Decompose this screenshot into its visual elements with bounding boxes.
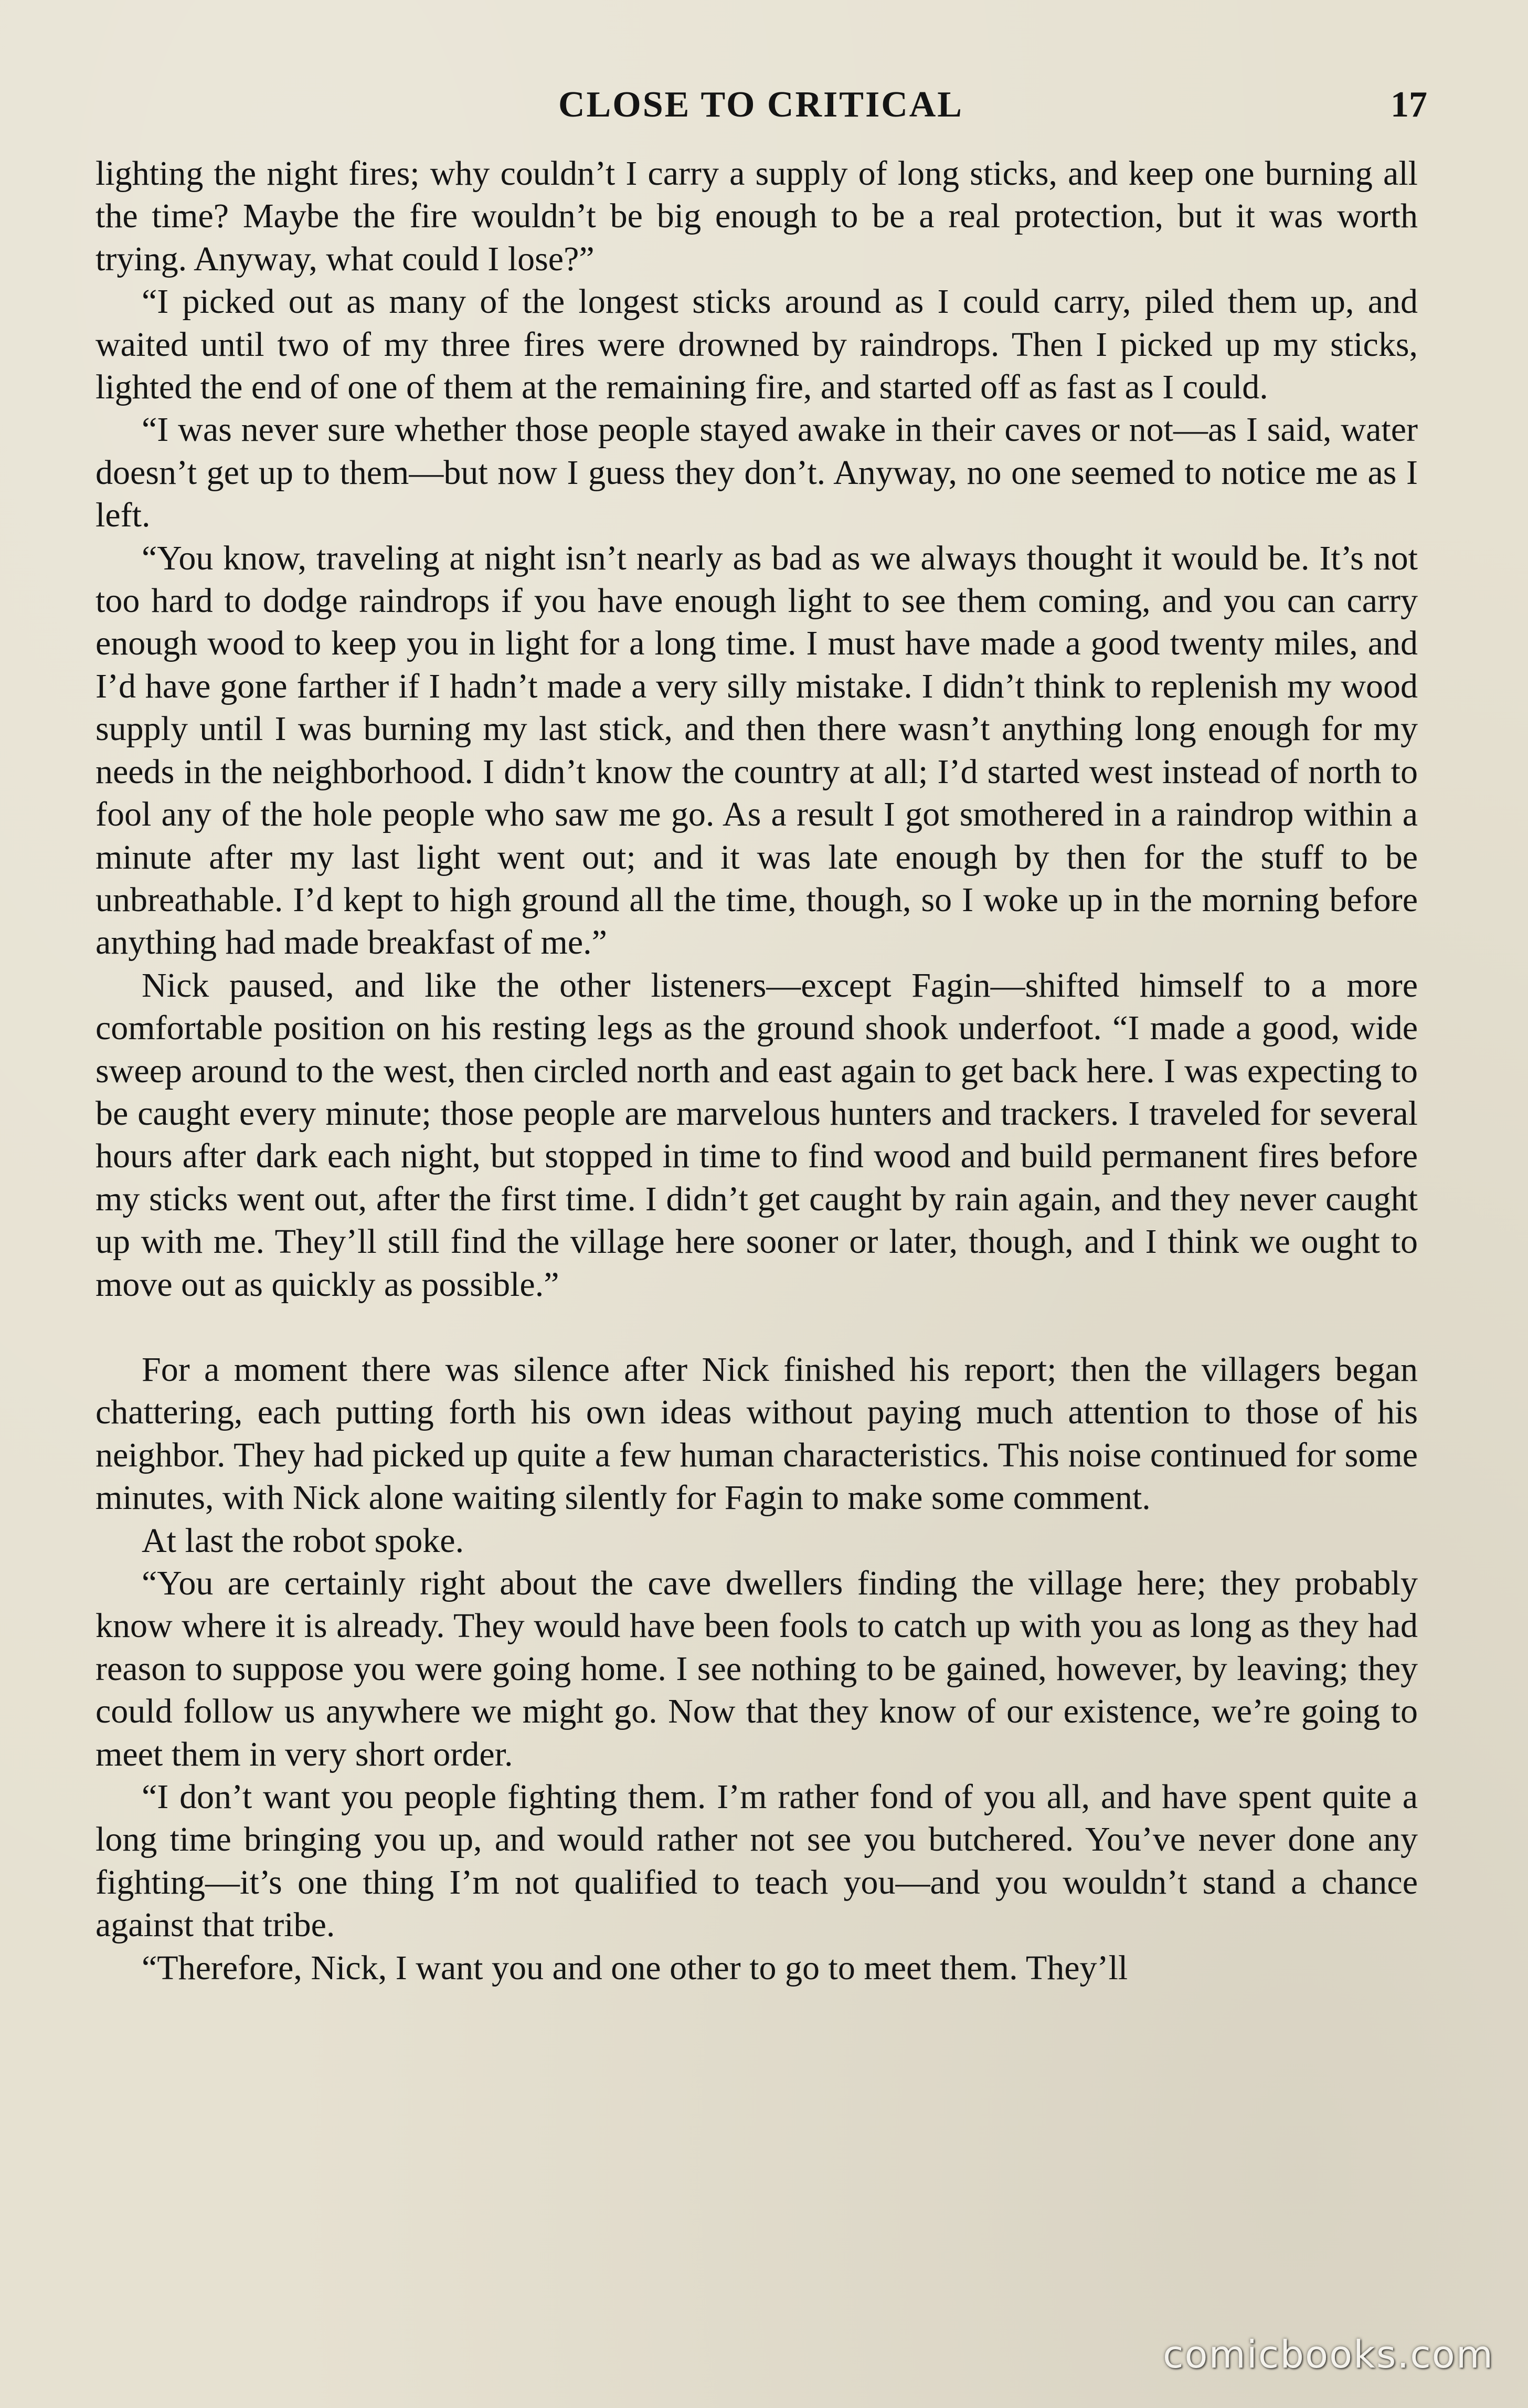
paragraph: “You know, traveling at night isn’t nearly as bad as we always thought it would be. It’s not too hard to dodge raindrops if you have enough light to see them coming, and you can carry enough wood to keep you in light for a long time. I must have made a good twenty miles, and I’d have gone farther if I hadn’t made a very silly mistake. I didn’t think to replenish my wood supply until I was burning my last stick, and then there wasn’t anything long enough for my needs in the neighborhood. I didn’t know the country at all; I’d started west instead of north to fool any of the hole people who saw me go. As a result I got smothered in a raindrop within a minute after my last light went out; and it was late enough by then for the stuff to be unbreathable. I’d kept to high ground all the time, though, so I woke up in the morning before anything had made breakfast of me.” — [96, 538, 1418, 962]
page-number: 17 — [1391, 85, 1427, 125]
paragraph: “I was never sure whether those people stayed awake in their caves or not—as I said, water doesn’t get up to them—but now I guess they don’t. Anyway, no one seemed to notice me as I left. — [96, 410, 1418, 535]
paragraph: At last the robot spoke. — [142, 1521, 464, 1560]
paragraph: “Therefore, Nick, I want you and one other to go to meet them. They’ll — [142, 1948, 1128, 1987]
paragraph: “You are certainly right about the cave dwellers finding the village here; they probably know where it is already. They would have been fools to catch up with you as long as they had reason to suppose you were going home. I see nothing to be gained, however, by leaving; they could follow us anywhere we might go. Now that they know of our existence, we’re going to meet them in very short order. — [96, 1564, 1418, 1773]
paragraph: “I picked out as many of the longest sticks around as I could carry, piled them up, and waited until two of my three fires were drowned by raindrops. Then I picked up my sticks, lighted the end of one of them at the remaining fire, and started off as fast as I could. — [96, 282, 1418, 407]
watermark-logo: comicbooks.com — [1162, 2332, 1494, 2377]
paragraph: For a moment there was silence after Nick finished his report; then the villagers began chattering, each putting forth his own ideas without paying much attention to those of his neighbor. They had picked up quite a few human characteristics. This noise continued for some minutes, with Nick alone waiting silently for Fagin to make some comment. — [96, 1350, 1418, 1517]
body-text — [96, 152, 1418, 1989]
paragraph: Nick paused, and like the other listeners—except Fagin—shifted himself to a more comfortable position on his resting legs as the ground shook underfoot. “I made a good, wide sweep around to the west, then circled north and east again to get back here. I was expecting to be caught every minute; those people are marvelous hunters and trackers. I traveled for several hours after dark each night, but stopped in time to find wood and build permanent fires before my sticks went out, after the first time. I didn’t get caught by rain again, and they never caught up with me. They’ll still find the village here sooner or later, though, and I think we ought to move out as quickly as possible.” — [96, 966, 1418, 1304]
paragraph: lighting the night fires; why couldn’t I carry a supply of long sticks, and keep one burning all the time? Maybe the fire wouldn’t be big enough to be a real protection, but it was worth trying. Anyway, what could I lose?” — [96, 154, 1418, 278]
running-title: CLOSE TO CRITICAL — [558, 85, 963, 125]
paragraph: “I don’t want you people fighting them. I’m rather fond of you all, and have spent quite a long time bringing you up, and would rather not see you butchered. You’ve never done any fighting—it’s one thing I’m not qualified to teach you—and you wouldn’t stand a chance against that tribe. — [96, 1778, 1418, 1945]
page-header — [94, 79, 1427, 131]
